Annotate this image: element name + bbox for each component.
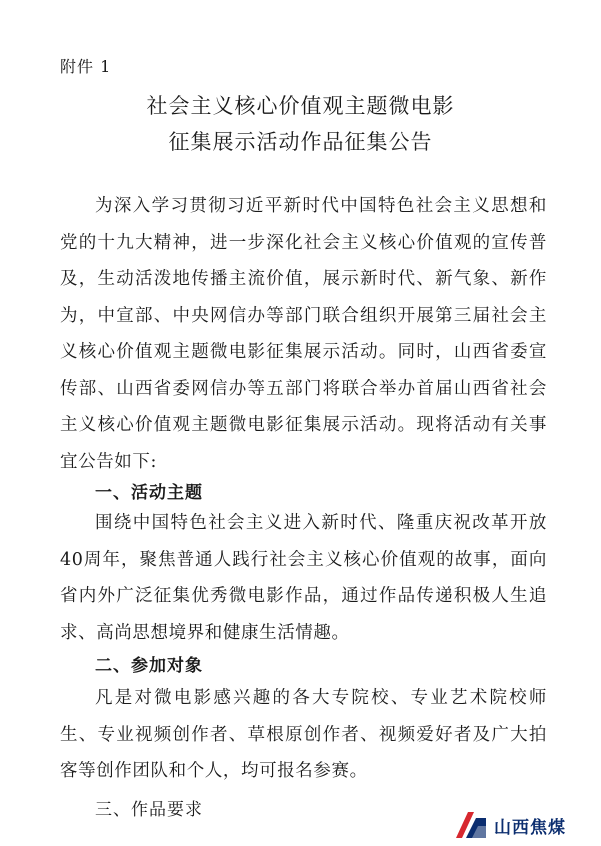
attachment-label: 附件 1 <box>60 57 112 76</box>
document-title-line-2: 征集展示活动作品征集公告 <box>168 130 433 154</box>
coal-logo-icon <box>454 810 488 840</box>
section-paragraph-theme: 围绕中国特色社会主义进入新时代、隆重庆祝改革开放40周年，聚焦普通人践行社会主义核心价值观的故事，面向省内外广泛征集优秀微电影作品，通过作品传递积极人生追求、高尚思想境界和健康生活情趣。 <box>60 513 547 643</box>
section-heading-participants: 二、参加对象 <box>95 656 203 676</box>
section-heading-requirements: 三、作品要求 <box>95 800 203 820</box>
intro-paragraph: 为深入学习贯彻习近平新时代中国特色社会主义思想和党的十九大精神，进一步深化社会主义核心价值观的宣传普及，生动活泼地传播主流价值，展示新时代、新气象、新作为，中宣部、中央网信办等部门联合组织开展第三届社会主义核心价值观主题微电影征集展示活动。同时，山西省委宣传部、山西省委网信办等五部门将联合举办首届山西省社会主义核心价值观主题微电影征集展示活动。现将活动有关事宜公告如下: <box>60 196 547 472</box>
section-heading-theme: 一、活动主题 <box>95 483 203 503</box>
watermark-text: 山西焦煤 <box>494 817 566 838</box>
watermark-logo <box>454 810 566 840</box>
document-title-line-1: 社会主义核心价值观主题微电影 <box>146 94 455 118</box>
section-paragraph-participants: 凡是对微电影感兴趣的各大专院校、专业艺术院校师生、专业视频创作者、草根原创作者、视频爱好者及广大拍客等创作团队和个人，均可报名参赛。 <box>60 688 547 781</box>
